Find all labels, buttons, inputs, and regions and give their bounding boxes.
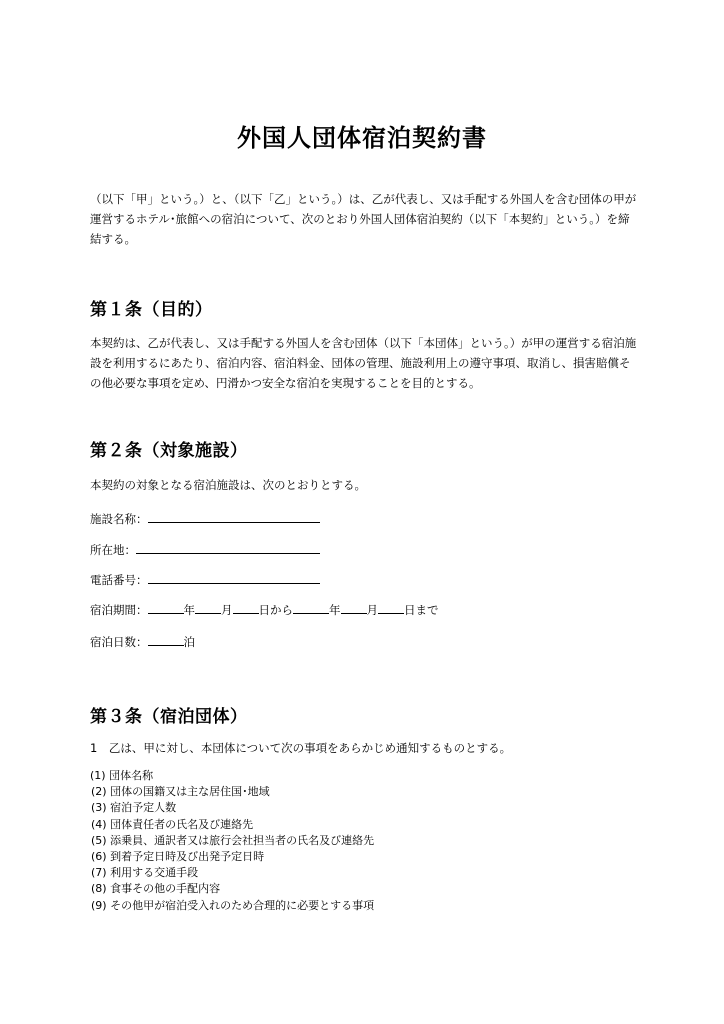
stay-period-field — [90, 601, 439, 618]
facility-name-field — [90, 510, 320, 527]
start-month-blank — [195, 601, 221, 614]
stay-nights-blank — [148, 633, 184, 646]
article-3-heading: 第３条（宿泊団体） — [90, 707, 248, 727]
list-item: (2) 団体の国籍又は主な居住国･地域 — [91, 785, 270, 799]
list-item: (6) 到着予定日時及び出発予定日時 — [91, 850, 265, 864]
end-year-unit: 年 — [329, 603, 341, 617]
address-field — [90, 541, 320, 558]
list-item: (1) 団体名称 — [90, 769, 154, 782]
end-month-unit: 月 — [366, 603, 378, 617]
end-month-blank — [341, 601, 367, 614]
end-day-unit: 日まで — [404, 603, 439, 617]
end-day-blank — [378, 601, 404, 614]
article-1-heading: 第１条（目的） — [90, 300, 213, 320]
article-3-item-1: 1 乙は、甲に対し、本団体について次の事項をあらかじめ通知するものとする。 — [90, 741, 512, 755]
start-day-blank — [233, 601, 259, 614]
notification-items-list — [90, 768, 640, 914]
list-item: (9) その他甲が宿泊受入れのため合理的に必要とする事項 — [91, 898, 375, 912]
list-item: (5) 添乗員、通訳者又は旅行会社担当者の氏名及び連絡先 — [91, 833, 375, 847]
stay-nights-label: 宿泊日数： — [90, 635, 148, 649]
document-title: 外国人団体宿泊契約書 — [237, 124, 487, 152]
address-label: 所在地： — [90, 543, 136, 557]
facility-name-label: 施設名称： — [90, 512, 148, 526]
stay-nights-unit: 泊 — [183, 635, 195, 649]
end-year-blank — [293, 601, 329, 614]
facility-name-blank — [148, 510, 320, 523]
list-item: (4) 団体責任者の氏名及び連絡先 — [91, 817, 254, 831]
article-2-body: 本契約の対象となる宿泊施設は、次のとおりとする。 — [90, 478, 366, 492]
article-1-body: 本契約は、乙が代表し、又は手配する外国人を含む団体（以下「本団体」という。）が甲の運営する宿泊施設を利用するにあたり、宿泊内容、宿泊料金、団体の管理、施設利用上の遵守事項、取消し、損害賠償その他必要な事項を定め、円滑かつ安全な宿泊を実現することを目的とする。 — [90, 336, 637, 390]
list-item: (3) 宿泊予定人数 — [91, 801, 177, 815]
phone-blank — [148, 571, 320, 584]
start-year-unit: 年 — [183, 603, 195, 617]
phone-field — [90, 571, 320, 588]
stay-nights-field — [90, 633, 195, 650]
phone-label: 電話番号： — [90, 573, 148, 587]
stay-period-label: 宿泊期間： — [90, 603, 148, 617]
article-2-heading: 第２条（対象施設） — [90, 441, 248, 461]
start-day-unit: 日から — [258, 603, 293, 617]
start-year-blank — [148, 601, 184, 614]
start-month-unit: 月 — [221, 603, 233, 617]
list-item: (7) 利用する交通手段 — [91, 866, 199, 880]
address-blank — [136, 541, 320, 554]
intro-paragraph: （以下「甲」という。）と、（以下「乙」という。）は、乙が代表し、又は手配する外国人を含む団体の甲が運営するホテル･旅館への宿泊について、次のとおり外国人団体宿泊契約（以下「本契約」という。）を締結する。 — [90, 192, 637, 246]
list-item: (8) 食事その他の手配内容 — [91, 882, 221, 896]
